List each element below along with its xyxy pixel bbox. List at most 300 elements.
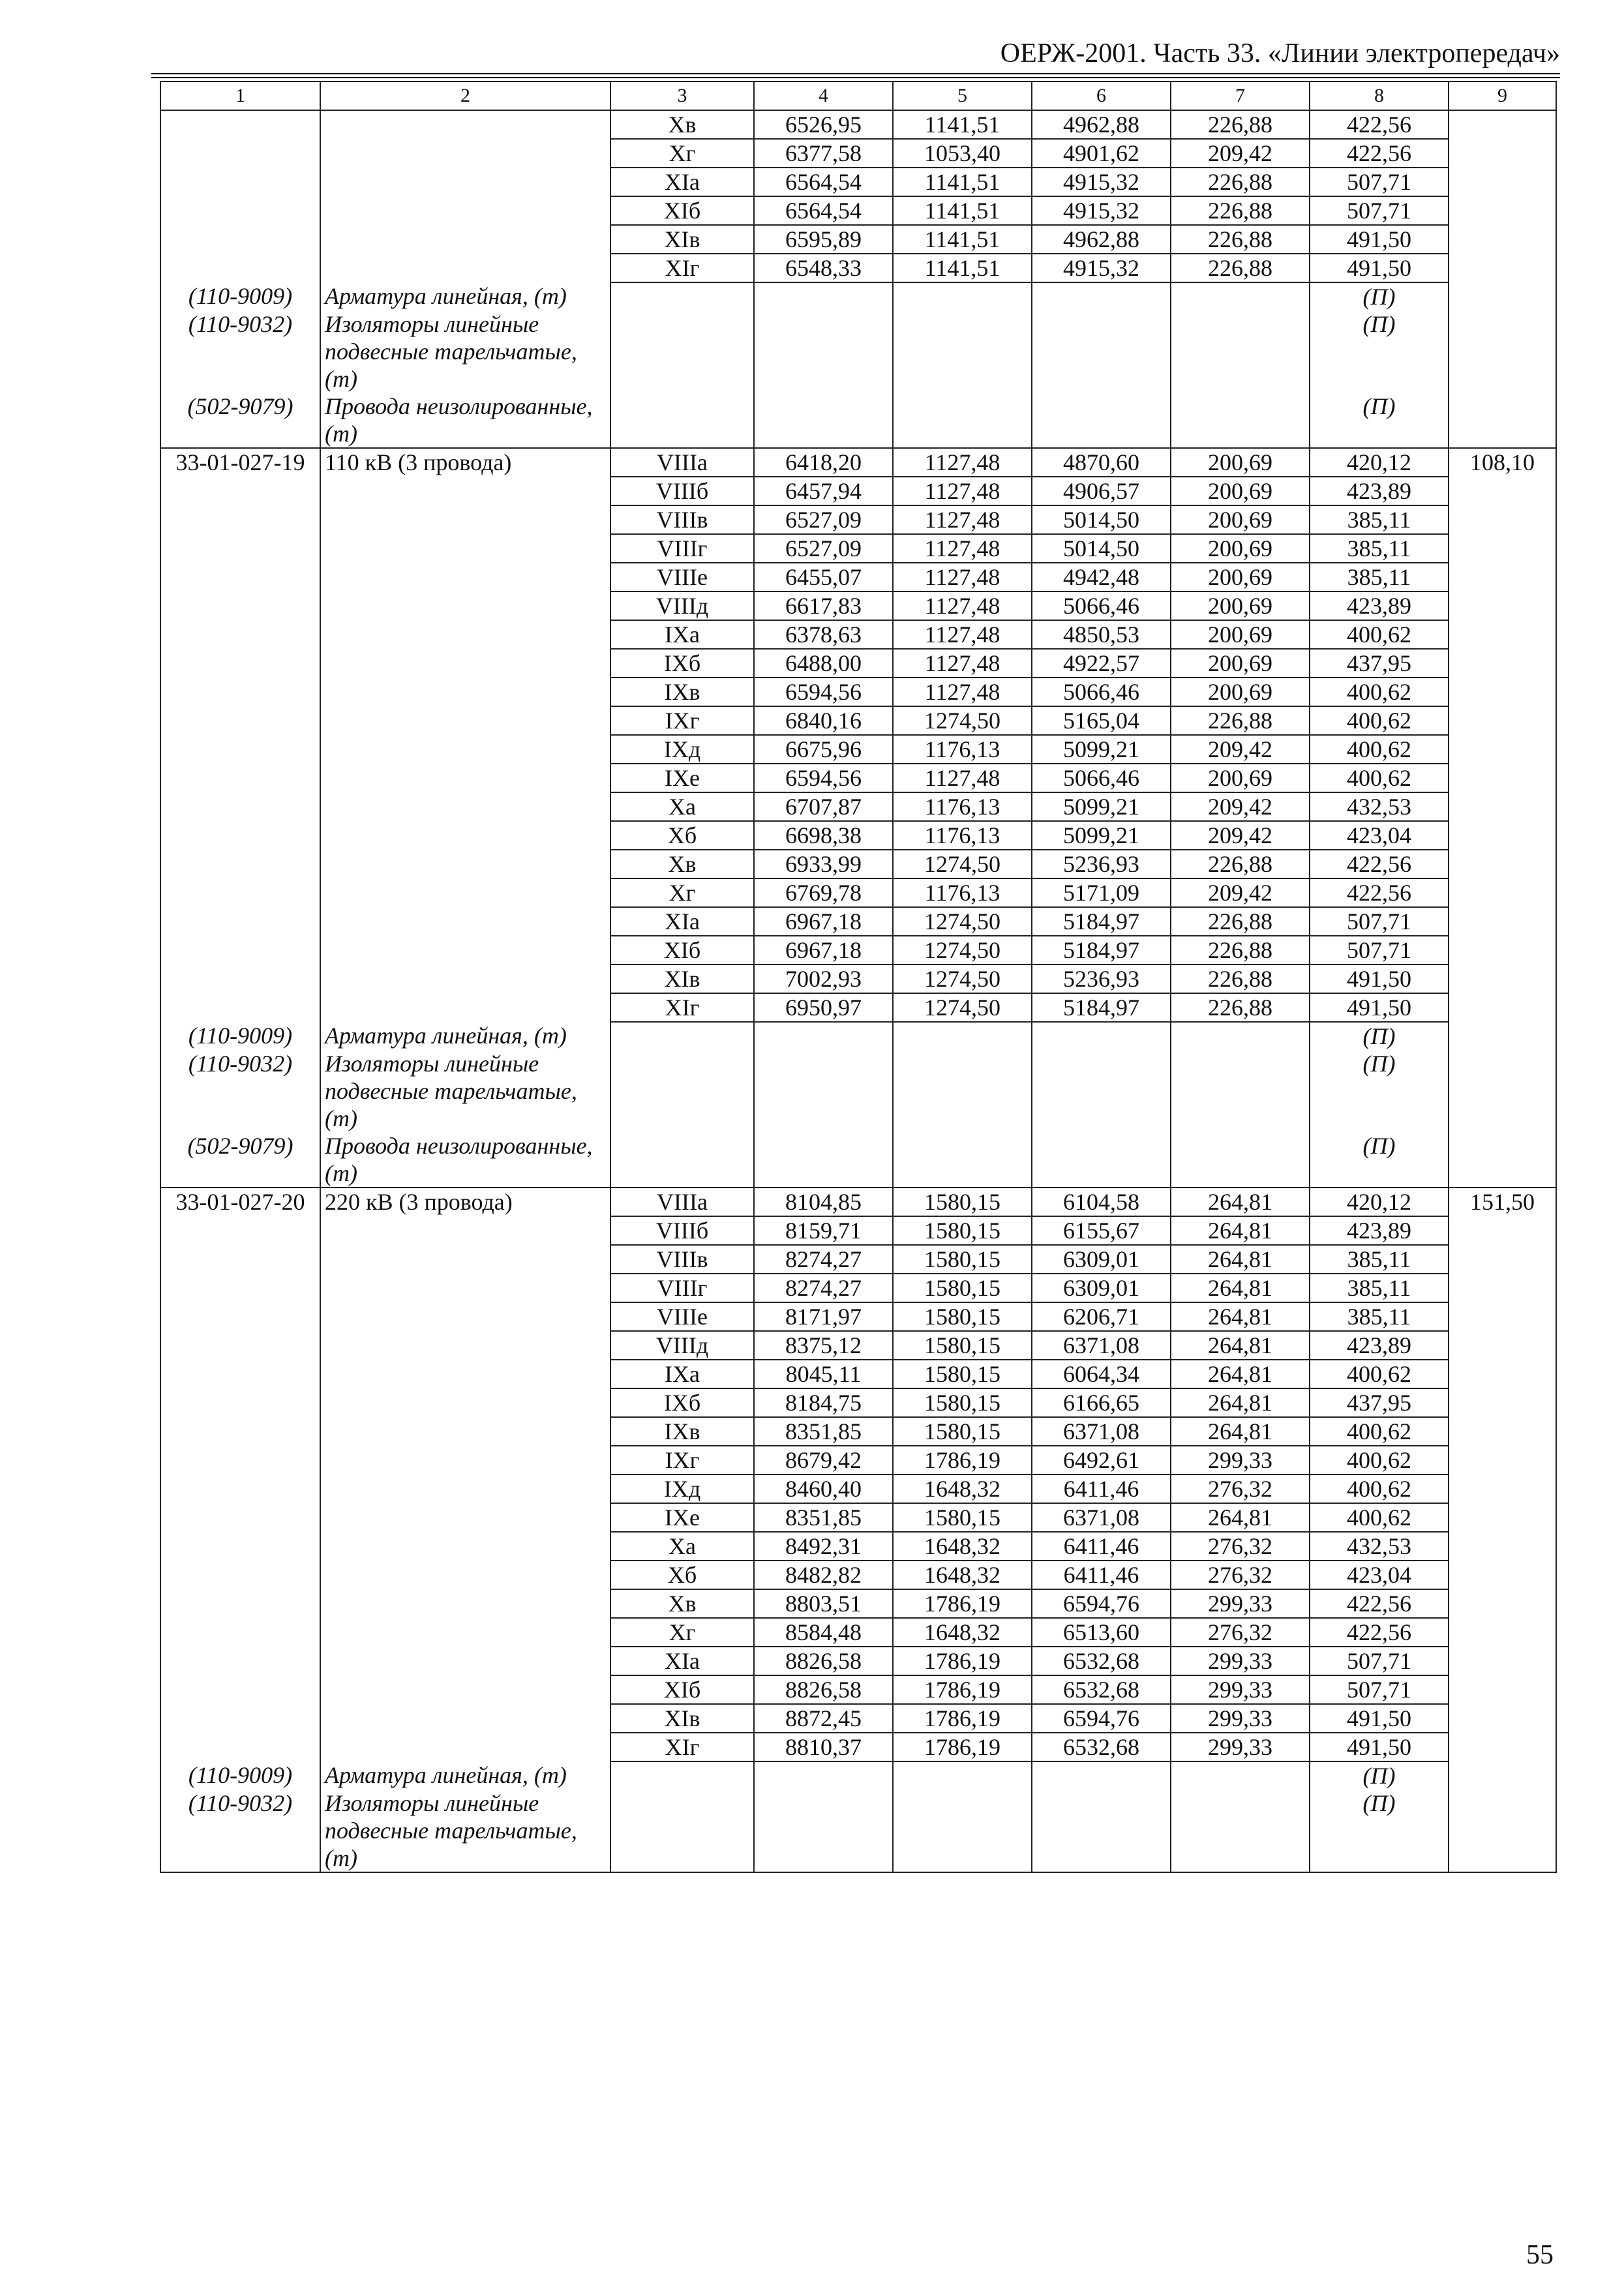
table-cell (160, 1589, 320, 1618)
table-row (160, 792, 1556, 821)
table-cell (320, 225, 610, 254)
table-cell (160, 735, 320, 764)
resource-row (160, 1050, 1556, 1132)
region-code: Xг (610, 1618, 754, 1647)
value-cell: 400,62 (1310, 1503, 1449, 1532)
value-cell: 5171,09 (1032, 878, 1171, 907)
table-cell (160, 1274, 320, 1302)
column-number: 6 (1032, 82, 1171, 110)
table-cell (320, 1474, 610, 1503)
value-cell: 400,62 (1310, 1360, 1449, 1388)
value-cell: 1786,19 (893, 1733, 1032, 1761)
value-cell: 8482,82 (754, 1561, 893, 1589)
table-cell (160, 764, 320, 792)
region-code: XIв (610, 1704, 754, 1733)
labor-cost (1449, 110, 1556, 139)
labor-cost (1449, 1302, 1556, 1331)
value-cell: 6411,46 (1032, 1561, 1171, 1589)
table-cell (893, 1022, 1032, 1050)
region-code: IXб (610, 649, 754, 678)
value-cell: 4901,62 (1032, 139, 1171, 168)
resource-name: Провода неизолированные, (т) (320, 393, 610, 448)
table-cell (160, 1388, 320, 1417)
value-cell: 276,32 (1171, 1474, 1310, 1503)
value-cell: 1274,50 (893, 965, 1032, 993)
table-row (160, 993, 1556, 1022)
table-row (160, 196, 1556, 225)
table-row (160, 1474, 1556, 1503)
value-cell: 8826,58 (754, 1675, 893, 1704)
table-cell (160, 1446, 320, 1474)
value-cell: 6594,76 (1032, 1704, 1171, 1733)
value-cell: 1274,50 (893, 936, 1032, 965)
value-cell: 400,62 (1310, 678, 1449, 706)
value-cell: 1274,50 (893, 706, 1032, 735)
table-cell (320, 1589, 610, 1618)
table-cell (160, 1618, 320, 1647)
region-code: XIг (610, 1733, 754, 1761)
value-cell: 4915,32 (1032, 196, 1171, 225)
labor-cost (1449, 1216, 1556, 1245)
value-cell: 423,89 (1310, 591, 1449, 620)
labor-cost (1449, 196, 1556, 225)
table-row (160, 1503, 1556, 1532)
table-row (160, 907, 1556, 936)
value-cell: 4922,57 (1032, 649, 1171, 678)
value-cell: 8351,85 (754, 1503, 893, 1532)
table-row (160, 1733, 1556, 1761)
value-cell: 1127,48 (893, 620, 1032, 649)
table-cell (610, 282, 754, 310)
table-cell (1171, 1022, 1310, 1050)
value-cell: 1580,15 (893, 1302, 1032, 1331)
table-row (160, 678, 1556, 706)
value-cell: 400,62 (1310, 1417, 1449, 1446)
table-cell (1171, 1789, 1310, 1872)
table-cell (160, 993, 320, 1022)
column-number: 2 (320, 82, 610, 110)
labor-cost (1449, 936, 1556, 965)
value-cell: 400,62 (1310, 1474, 1449, 1503)
resource-row (160, 282, 1556, 310)
value-cell: 5236,93 (1032, 850, 1171, 878)
value-cell: 200,69 (1171, 563, 1310, 591)
table-cell (893, 393, 1032, 448)
labor-cost (1449, 792, 1556, 821)
value-cell: 8274,27 (754, 1274, 893, 1302)
value-cell: 1580,15 (893, 1274, 1032, 1302)
table-cell (160, 505, 320, 534)
table-cell (160, 534, 320, 563)
norm-code: 33-01-027-19 (160, 448, 320, 477)
table-cell (320, 1647, 610, 1675)
table-cell (610, 1789, 754, 1872)
value-cell: 1786,19 (893, 1647, 1032, 1675)
table-cell (1449, 310, 1556, 393)
table-cell (320, 477, 610, 505)
table-row (160, 1274, 1556, 1302)
table-cell (1032, 1050, 1171, 1132)
value-cell: 4870,60 (1032, 448, 1171, 477)
value-cell: 8679,42 (754, 1446, 893, 1474)
labor-cost (1449, 1274, 1556, 1302)
value-cell: 264,81 (1171, 1302, 1310, 1331)
table-cell (160, 1245, 320, 1274)
value-cell: 385,11 (1310, 563, 1449, 591)
value-cell: 423,89 (1310, 1216, 1449, 1245)
value-cell: 1786,19 (893, 1589, 1032, 1618)
value-cell: 1127,48 (893, 448, 1032, 477)
value-cell: 422,56 (1310, 1589, 1449, 1618)
resource-code: (110-9032) (160, 310, 320, 393)
table-cell (160, 1733, 320, 1761)
table-cell (1171, 310, 1310, 393)
value-cell: 432,53 (1310, 1532, 1449, 1561)
table-cell (320, 993, 610, 1022)
labor-cost (1449, 591, 1556, 620)
table-cell (320, 505, 610, 534)
table-cell (1449, 1761, 1556, 1789)
table-cell (1032, 1022, 1171, 1050)
table-cell (160, 225, 320, 254)
table-cell (320, 792, 610, 821)
table-cell (160, 1474, 320, 1503)
table-row (160, 1532, 1556, 1561)
value-cell: 6548,33 (754, 254, 893, 282)
value-cell: 264,81 (1171, 1245, 1310, 1274)
column-number: 1 (160, 82, 320, 110)
value-cell: 276,32 (1171, 1532, 1310, 1561)
value-cell: 385,11 (1310, 1245, 1449, 1274)
table-cell (320, 907, 610, 936)
value-cell: 385,11 (1310, 534, 1449, 563)
table-row (160, 505, 1556, 534)
table-cell (160, 936, 320, 965)
value-cell: 6411,46 (1032, 1532, 1171, 1561)
value-cell: 1580,15 (893, 1216, 1032, 1245)
norm-name (320, 110, 610, 139)
region-code: VIIIд (610, 591, 754, 620)
table-cell (893, 310, 1032, 393)
value-cell: 6371,08 (1032, 1331, 1171, 1360)
value-cell: 5066,46 (1032, 764, 1171, 792)
table-row (160, 477, 1556, 505)
table-cell (1171, 393, 1310, 448)
value-cell: 276,32 (1171, 1618, 1310, 1647)
resource-name: Изоляторы линейные подвесные тарельчатые, (т) (320, 310, 610, 393)
value-cell: 400,62 (1310, 735, 1449, 764)
region-code: Xг (610, 878, 754, 907)
norm-name: 220 кВ (3 провода) (320, 1188, 610, 1216)
table-cell (160, 1532, 320, 1561)
table-cell (1032, 393, 1171, 448)
value-cell: 8872,45 (754, 1704, 893, 1733)
table-cell (320, 1446, 610, 1474)
table-cell (1171, 1050, 1310, 1132)
table-cell (754, 1789, 893, 1872)
labor-cost (1449, 735, 1556, 764)
value-cell: 226,88 (1171, 993, 1310, 1022)
value-cell: 1127,48 (893, 591, 1032, 620)
table-cell (160, 168, 320, 196)
value-cell: 299,33 (1171, 1647, 1310, 1675)
value-cell: 6594,56 (754, 764, 893, 792)
value-cell: 226,88 (1171, 850, 1310, 878)
table-cell (893, 1789, 1032, 1872)
value-cell: 226,88 (1171, 907, 1310, 936)
table-row (160, 1216, 1556, 1245)
value-cell: 491,50 (1310, 225, 1449, 254)
region-code: VIIIа (610, 1188, 754, 1216)
value-cell: 1141,51 (893, 254, 1032, 282)
table-cell (1449, 282, 1556, 310)
table-cell (320, 706, 610, 735)
table-cell (320, 965, 610, 993)
value-cell: 4962,88 (1032, 225, 1171, 254)
table-cell (1449, 1022, 1556, 1050)
table-cell (320, 1618, 610, 1647)
table-cell (320, 1561, 610, 1589)
value-cell: 6967,18 (754, 907, 893, 936)
table-cell (1171, 1132, 1310, 1188)
column-number: 8 (1310, 82, 1449, 110)
labor-cost (1449, 907, 1556, 936)
region-code: XIа (610, 907, 754, 936)
value-cell: 264,81 (1171, 1388, 1310, 1417)
value-cell: 1274,50 (893, 907, 1032, 936)
table-cell (1171, 282, 1310, 310)
value-cell: 507,71 (1310, 936, 1449, 965)
labor-cost (1449, 1704, 1556, 1733)
value-cell: 400,62 (1310, 706, 1449, 735)
value-cell: 6411,46 (1032, 1474, 1171, 1503)
value-cell: 1580,15 (893, 1503, 1032, 1532)
value-cell: 6564,54 (754, 196, 893, 225)
resource-row (160, 393, 1556, 448)
value-cell: 5099,21 (1032, 821, 1171, 850)
value-cell: 6933,99 (754, 850, 893, 878)
region-code: XIб (610, 936, 754, 965)
table-cell (160, 1360, 320, 1388)
table-row (160, 1245, 1556, 1274)
value-cell: 264,81 (1171, 1417, 1310, 1446)
value-cell: 209,42 (1171, 735, 1310, 764)
value-cell: 6492,61 (1032, 1446, 1171, 1474)
value-cell: 5014,50 (1032, 534, 1171, 563)
table-cell (320, 1274, 610, 1302)
norm-name: 110 кВ (3 провода) (320, 448, 610, 477)
value-cell: 1176,13 (893, 792, 1032, 821)
table-cell (1032, 282, 1171, 310)
value-cell: 6526,95 (754, 110, 893, 139)
value-cell: 6532,68 (1032, 1675, 1171, 1704)
table-row (160, 534, 1556, 563)
table-cell (320, 936, 610, 965)
labor-cost (1449, 1446, 1556, 1474)
table-row (160, 735, 1556, 764)
table-cell (320, 1388, 610, 1417)
region-code: XIг (610, 254, 754, 282)
table-cell (893, 282, 1032, 310)
table-row (160, 850, 1556, 878)
table-cell (320, 1675, 610, 1704)
table-cell (320, 1360, 610, 1388)
labor-cost (1449, 563, 1556, 591)
value-cell: 5014,50 (1032, 505, 1171, 534)
table-cell (320, 850, 610, 878)
value-cell: 200,69 (1171, 477, 1310, 505)
region-code: IXе (610, 1503, 754, 1532)
value-cell: 491,50 (1310, 993, 1449, 1022)
value-cell: 6532,68 (1032, 1647, 1171, 1675)
table-cell (320, 821, 610, 850)
value-cell: 1786,19 (893, 1704, 1032, 1733)
value-cell: 1141,51 (893, 225, 1032, 254)
table-cell (893, 1132, 1032, 1188)
table-cell (1032, 310, 1171, 393)
value-cell: 1053,40 (893, 139, 1032, 168)
table-row (160, 1188, 1556, 1216)
region-code: IXг (610, 1446, 754, 1474)
table-row (160, 168, 1556, 196)
table-body (160, 110, 1556, 1872)
labor-cost (1449, 649, 1556, 678)
table-cell (160, 477, 320, 505)
value-cell: 437,95 (1310, 1388, 1449, 1417)
value-cell: 200,69 (1171, 620, 1310, 649)
value-cell: 8803,51 (754, 1589, 893, 1618)
value-cell: 385,11 (1310, 505, 1449, 534)
table-cell (754, 393, 893, 448)
table-cell (754, 1132, 893, 1188)
resource-name: Арматура линейная, (т) (320, 1022, 610, 1050)
labor-cost (1449, 678, 1556, 706)
value-cell: 8826,58 (754, 1647, 893, 1675)
value-cell: 6418,20 (754, 448, 893, 477)
table-cell (610, 1761, 754, 1789)
value-cell: 8184,75 (754, 1388, 893, 1417)
resource-code: (502-9079) (160, 1132, 320, 1188)
value-cell: 8492,31 (754, 1532, 893, 1561)
labor-cost (1449, 1733, 1556, 1761)
table-row (160, 706, 1556, 735)
value-cell: 209,42 (1171, 792, 1310, 821)
labor-cost (1449, 1417, 1556, 1446)
value-cell: 264,81 (1171, 1503, 1310, 1532)
value-cell: 5184,97 (1032, 993, 1171, 1022)
table-row (160, 1388, 1556, 1417)
value-cell: 226,88 (1171, 706, 1310, 735)
running-head: ОЕРЖ-2001. Часть 33. «Линии электропередач» (1000, 38, 1560, 68)
resource-row (160, 1761, 1556, 1789)
value-cell: 1648,32 (893, 1618, 1032, 1647)
table-row (160, 936, 1556, 965)
region-code: IXе (610, 764, 754, 792)
table-cell (1032, 1789, 1171, 1872)
table-cell (1449, 1132, 1556, 1188)
labor-cost (1449, 1360, 1556, 1388)
value-cell: 6967,18 (754, 936, 893, 965)
value-cell: 6166,65 (1032, 1388, 1171, 1417)
table-cell (610, 310, 754, 393)
resource-mark: (П) (1310, 1022, 1449, 1050)
region-code: Xб (610, 821, 754, 850)
value-cell: 200,69 (1171, 678, 1310, 706)
value-cell: 264,81 (1171, 1216, 1310, 1245)
table-row (160, 1647, 1556, 1675)
header-rule (151, 73, 1560, 74)
region-code: VIIIа (610, 448, 754, 477)
value-cell: 1580,15 (893, 1360, 1032, 1388)
value-cell: 226,88 (1171, 168, 1310, 196)
table-cell (160, 1647, 320, 1675)
value-cell: 276,32 (1171, 1561, 1310, 1589)
table-cell (320, 735, 610, 764)
labor-cost (1449, 477, 1556, 505)
value-cell: 200,69 (1171, 448, 1310, 477)
table-cell (320, 1331, 610, 1360)
labor-cost (1449, 1647, 1556, 1675)
table-row (160, 591, 1556, 620)
resource-mark: (П) (1310, 1132, 1449, 1188)
value-cell: 1141,51 (893, 168, 1032, 196)
labor-cost (1449, 1532, 1556, 1561)
value-cell: 6840,16 (754, 706, 893, 735)
table-row (160, 254, 1556, 282)
table-cell (160, 907, 320, 936)
value-cell: 6377,58 (754, 139, 893, 168)
resource-mark: (П) (1310, 1789, 1449, 1872)
table-row (160, 649, 1556, 678)
value-cell: 1648,32 (893, 1561, 1032, 1589)
labor-cost (1449, 225, 1556, 254)
region-code: IXг (610, 706, 754, 735)
value-cell: 299,33 (1171, 1733, 1310, 1761)
resource-code: (110-9032) (160, 1789, 320, 1872)
table-cell (1449, 1789, 1556, 1872)
value-cell: 6594,56 (754, 678, 893, 706)
value-cell: 422,56 (1310, 878, 1449, 907)
value-cell: 507,71 (1310, 907, 1449, 936)
value-cell: 1580,15 (893, 1388, 1032, 1417)
table-cell (160, 821, 320, 850)
value-cell: 200,69 (1171, 764, 1310, 792)
table-cell (320, 1302, 610, 1331)
labor-cost (1449, 878, 1556, 907)
table-cell (160, 1331, 320, 1360)
table-row (160, 225, 1556, 254)
table-row (160, 1331, 1556, 1360)
region-code: Xв (610, 1589, 754, 1618)
value-cell: 437,95 (1310, 649, 1449, 678)
table-row (160, 1618, 1556, 1647)
table-cell (160, 1675, 320, 1704)
value-cell: 264,81 (1171, 1188, 1310, 1216)
region-code: XIв (610, 225, 754, 254)
labor-cost (1449, 1589, 1556, 1618)
value-cell: 1580,15 (893, 1245, 1032, 1274)
table-cell (160, 965, 320, 993)
table-row (160, 1446, 1556, 1474)
value-cell: 200,69 (1171, 591, 1310, 620)
table-cell (160, 1561, 320, 1589)
value-cell: 226,88 (1171, 936, 1310, 965)
value-cell: 5184,97 (1032, 907, 1171, 936)
value-cell: 209,42 (1171, 821, 1310, 850)
labor-cost (1449, 168, 1556, 196)
value-cell: 400,62 (1310, 764, 1449, 792)
labor-cost (1449, 1618, 1556, 1647)
